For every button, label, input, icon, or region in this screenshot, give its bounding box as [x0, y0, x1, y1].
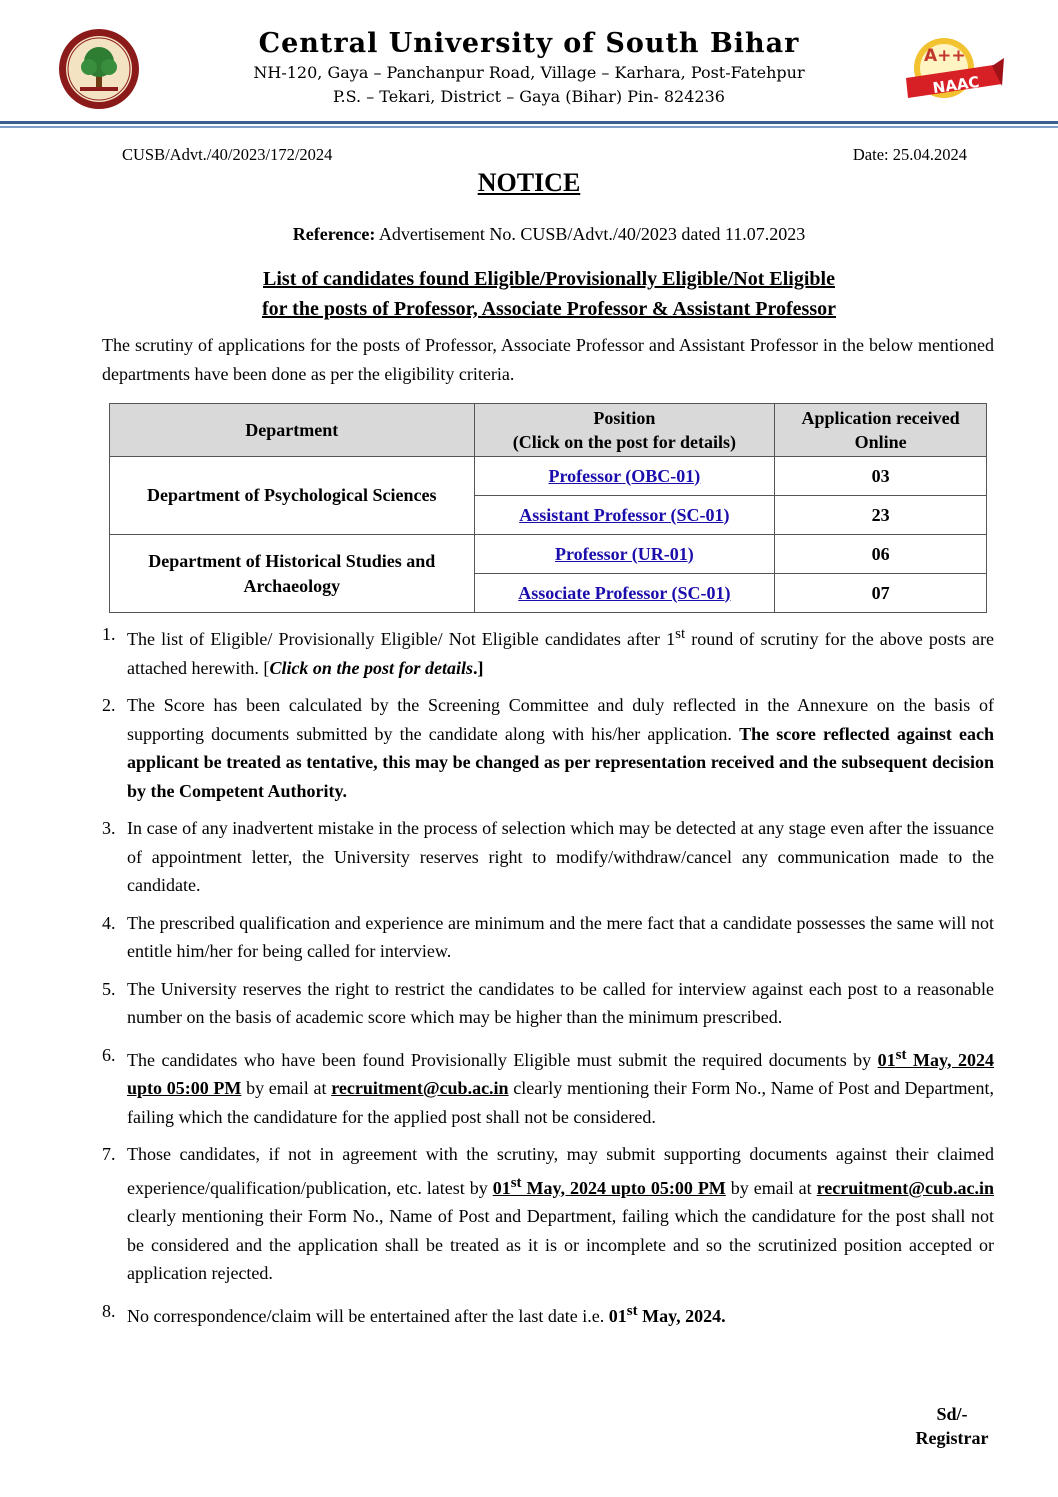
department-cell: [110, 535, 475, 613]
item-text: The candidates who have been found Provisionally Eligible must submit the required documents by: [127, 1049, 878, 1070]
deadline-superscript: st: [510, 1174, 522, 1191]
item-superscript: st: [675, 626, 686, 642]
list-item: [102, 620, 994, 682]
deadline-rest: May, 2024.: [637, 1305, 726, 1326]
department-name-line1: Department of Historical Studies and: [148, 550, 436, 571]
item-number: 6.: [102, 1044, 116, 1065]
intro-paragraph: The scrutiny of applications for the posts of Professor, Associate Professor and Assistant Professor in the below mentioned departments have been done as per the eligibility criteria.: [102, 335, 994, 384]
list-item: [102, 1041, 994, 1132]
deadline-rest: May, 2024 upto 05:00 PM: [521, 1177, 726, 1198]
item-text: The prescribed qualification and experience are minimum and the mere fact that a candidate possesses the same will not entitle him/her for being called for interview.: [127, 912, 994, 961]
header-received: [775, 404, 987, 457]
item-text: Those candidates, if not in agreement with the scrutiny, may submit supporting documents against their claimed experience/qualification/publication, etc. latest by: [127, 1144, 994, 1198]
item-number: 4.: [102, 912, 116, 933]
item-emphasis: The score reflected against each applicant be treated as tentative, this may be changed as per representation received and the subsequent decision by the Competent Authority.: [127, 723, 995, 801]
count-cell: 07: [775, 574, 987, 613]
item-text: clearly mentioning their Form No., Name of Post and Department, failing which the candidature for the applied post shall not be considered.: [127, 1078, 994, 1127]
address-line-1: NH-120, Gaya – Panchanpur Road, Village – Karhara, Post-Fatehpur: [253, 63, 805, 82]
table-header-row: [110, 404, 987, 457]
position-cell: [474, 535, 775, 574]
page-title: NOTICE: [477, 168, 581, 197]
header-position-line2: (Click on the post for details): [512, 432, 736, 452]
deadline-superscript: st: [895, 1046, 907, 1063]
item-number: 5.: [102, 978, 116, 999]
item-emphasis: Click on the post for details: [269, 657, 473, 678]
list-item: [102, 691, 994, 805]
list-item: [102, 814, 994, 900]
posts-table: [109, 403, 987, 613]
item-text: The list of Eligible/ Provisionally Eligible/ Not Eligible candidates after 1: [127, 629, 676, 649]
deadline-text: [608, 1302, 726, 1326]
reference-text: Advertisement No. CUSB/Advt./40/2023 dated 11.07.2023: [375, 224, 806, 244]
deadline-day: 01: [608, 1305, 627, 1326]
item-text: The Score has been calculated by the Screening Committee and duly reflected in the Annexure on the basis of supporting documents submitted by the candidate along with his/her application.: [127, 695, 994, 744]
position-cell: [474, 457, 775, 496]
notice-date: Date: 25.04.2024: [852, 145, 967, 164]
item-text: In case of any inadvertent mistake in the process of selection which may be detected at any stage even after the issuance of appointment letter, the University reserves right to modify/withdraw/cancel any communication made to the candidate.: [127, 818, 994, 895]
item-number: 7.: [102, 1144, 116, 1164]
count-cell: 06: [775, 535, 987, 574]
department-cell: Department of Psychological Sciences: [110, 457, 475, 535]
deadline-superscript: st: [626, 1302, 638, 1319]
post-link[interactable]: Associate Professor (SC-01): [518, 582, 731, 603]
list-item: [102, 1297, 994, 1331]
university-name: Central University of South Bihar: [258, 28, 800, 59]
deadline-day: 01: [492, 1177, 511, 1198]
naac-grade: A++: [924, 46, 966, 66]
subject-line-1: List of candidates found Eligible/Provisionally Eligible/Not Eligible: [263, 268, 835, 290]
header-received-line1: Application received: [801, 408, 960, 428]
signature-registrar: Registrar: [915, 1428, 989, 1448]
header-divider: [0, 121, 1058, 124]
header-divider-thin: [0, 126, 1058, 128]
table-row: [110, 457, 987, 496]
deadline-day: 01: [877, 1049, 896, 1070]
header-received-line2: Online: [854, 432, 907, 452]
department-name-line2: Archaeology: [243, 575, 341, 596]
item-text: by email at: [241, 1078, 332, 1098]
post-link[interactable]: Assistant Professor (SC-01): [519, 504, 730, 525]
list-item: [102, 1140, 994, 1288]
reference-line: [0, 224, 1058, 245]
email-link[interactable]: recruitment@cub.ac.in: [331, 1078, 509, 1098]
item-number: 2.: [102, 695, 116, 715]
item-text: No correspondence/claim will be entertained after the last date i.e.: [127, 1305, 609, 1326]
subject-line-2: for the posts of Professor, Associate Professor & Assistant Professor: [261, 298, 836, 320]
item-number: 3.: [102, 818, 116, 838]
header-position: [474, 404, 775, 457]
address-line-2: P.S. – Tekari, District – Gaya (Bihar) Pin- 824236: [333, 87, 725, 106]
count-cell: 03: [775, 457, 987, 496]
item-text: The University reserves the right to restrict the candidates to be called for interview against each post to a reasonable number on the basis of academic score which may be higher than the minimum prescribed.: [127, 978, 994, 1027]
count-cell: 23: [775, 496, 987, 535]
item-number: 1.: [102, 624, 116, 644]
reference-label: Reference:: [292, 224, 376, 244]
notice-points: [102, 620, 994, 1339]
naac-label: NAAC: [931, 72, 981, 98]
signature-sd: Sd/-: [936, 1404, 968, 1424]
email-link[interactable]: recruitment@cub.ac.in: [816, 1177, 994, 1198]
list-item: [102, 909, 994, 966]
deadline-rest: May, 2024 upto 05:00 PM: [127, 1049, 994, 1098]
item-text: clearly mentioning their Form No., Name of Post and Department, failing which the candidature for the post shall not be considered and the application shall be treated as it is or incomplete and so the scrutinized position accepted or application rejected.: [127, 1206, 994, 1283]
list-item: [102, 975, 994, 1032]
position-cell: [474, 496, 775, 535]
item-text: round of scrutiny for the above posts are attached herewith. [: [127, 629, 995, 678]
post-link[interactable]: Professor (UR-01): [554, 543, 694, 564]
header-department: Department: [110, 404, 475, 457]
item-number: 8.: [102, 1300, 116, 1321]
table-row: [110, 535, 987, 574]
post-link[interactable]: Professor (OBC-01): [548, 465, 701, 486]
header-position-line1: Position: [593, 408, 656, 428]
deadline-text: [492, 1174, 726, 1198]
position-cell: [474, 574, 775, 613]
item-text: by email at: [725, 1177, 817, 1198]
ref-number: CUSB/Advt./40/2023/172/2024: [122, 145, 333, 164]
item-text: .]: [472, 657, 484, 678]
